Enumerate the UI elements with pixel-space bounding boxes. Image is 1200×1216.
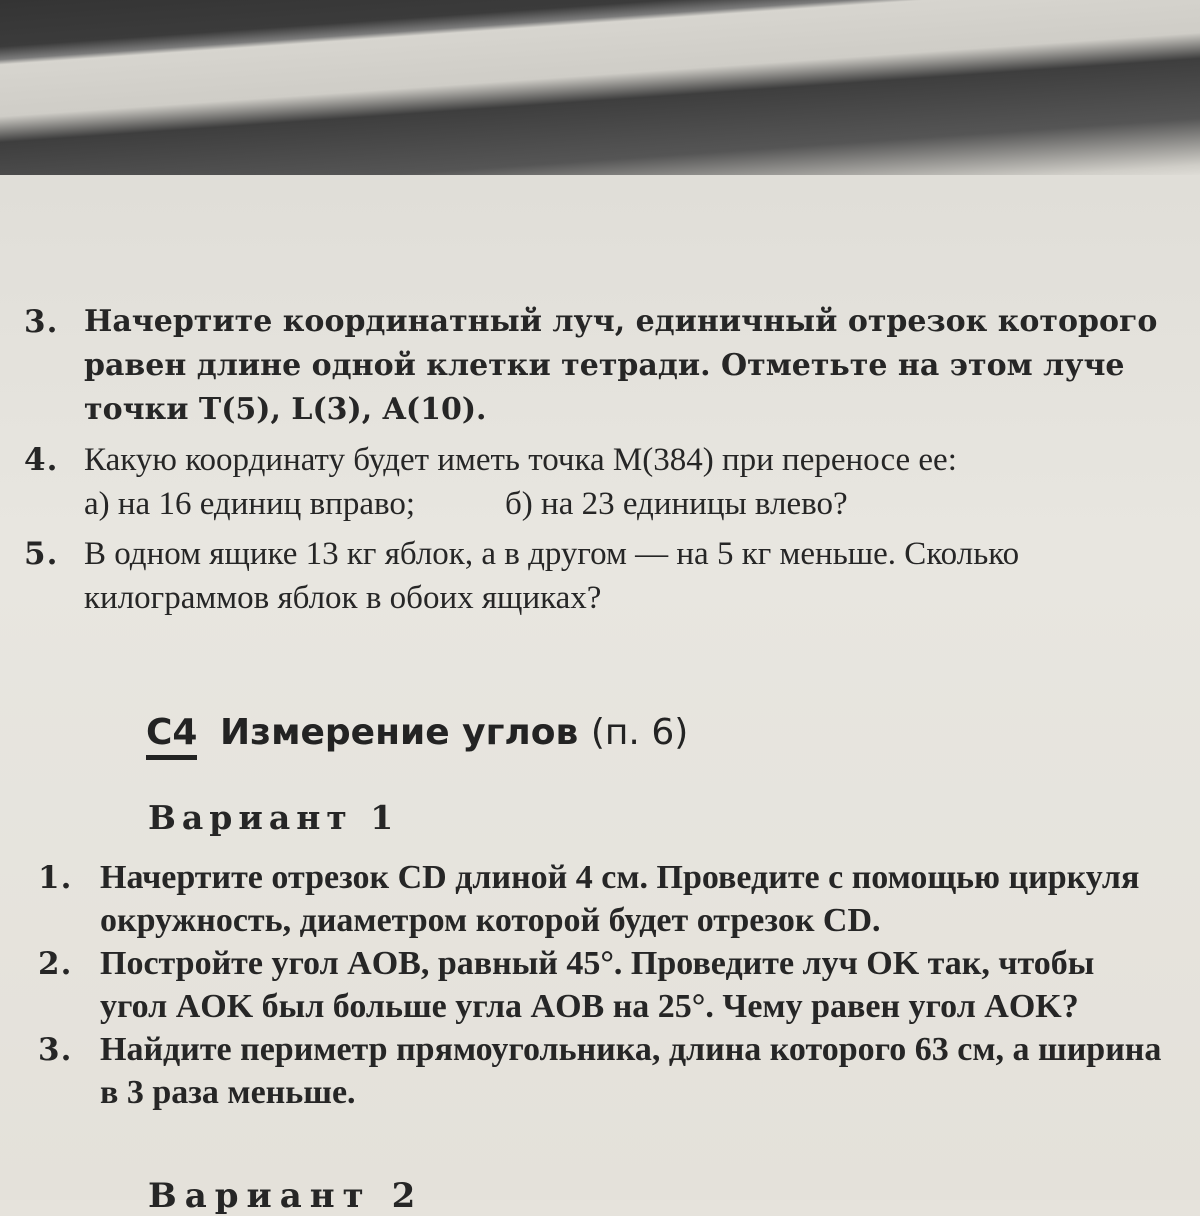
next-variant-heading: Вариант 2 — [148, 1176, 424, 1216]
task-options — [84, 482, 1184, 526]
previous-variant-tasks — [24, 300, 1184, 626]
task-text: Найдите периметр прямоугольника, длина которого 63 см, а ширина в 3 раза меньше. — [100, 1031, 1162, 1111]
list-item — [38, 1028, 1168, 1114]
task-number: 4. — [24, 442, 59, 478]
task-text: Начертите координатный луч, единичный отрезок которого равен длине одной клетки тетради. Отметьте на этом луче точки T(5), L(3), A(10). — [84, 304, 1158, 427]
variant-title: Вариант 1 — [148, 798, 400, 837]
task-number: 5. — [24, 536, 59, 572]
task-number: 3. — [38, 1032, 73, 1068]
task-body — [84, 438, 1184, 526]
section-heading — [146, 712, 688, 760]
section-code: С4 — [146, 712, 197, 760]
task-number: 3. — [24, 304, 59, 340]
task-number: 1. — [38, 860, 73, 896]
option-b: б) на 23 единицы влево? — [505, 486, 848, 522]
list-item — [24, 300, 1184, 432]
section-paragraph: (п. 6) — [590, 712, 689, 753]
page-shadow — [0, 0, 1200, 175]
variant-1-tasks — [38, 856, 1168, 1114]
task-text: Какую координату будет иметь точка M(384) при переносе ее: — [84, 442, 957, 478]
list-item — [38, 856, 1168, 942]
list-item — [38, 942, 1168, 1028]
section-title: Измерение углов — [220, 712, 579, 753]
task-text: Постройте угол AOB, равный 45°. Проведите луч OK так, чтобы угол AOK был больше угла AOB на 25°. Чему равен угол AOK? — [100, 945, 1095, 1025]
task-text: Начертите отрезок CD длиной 4 см. Проведите с помощью циркуля окружность, диаметром которой будет отрезок CD. — [100, 859, 1140, 939]
list-item — [24, 532, 1184, 620]
task-text: В одном ящике 13 кг яблок, а в другом — на 5 кг меньше. Сколько килограммов яблок в обоих ящиках? — [84, 536, 1020, 616]
list-item — [24, 438, 1184, 526]
task-number: 2. — [38, 946, 73, 982]
option-a: а) на 16 единиц вправо; — [84, 486, 415, 522]
